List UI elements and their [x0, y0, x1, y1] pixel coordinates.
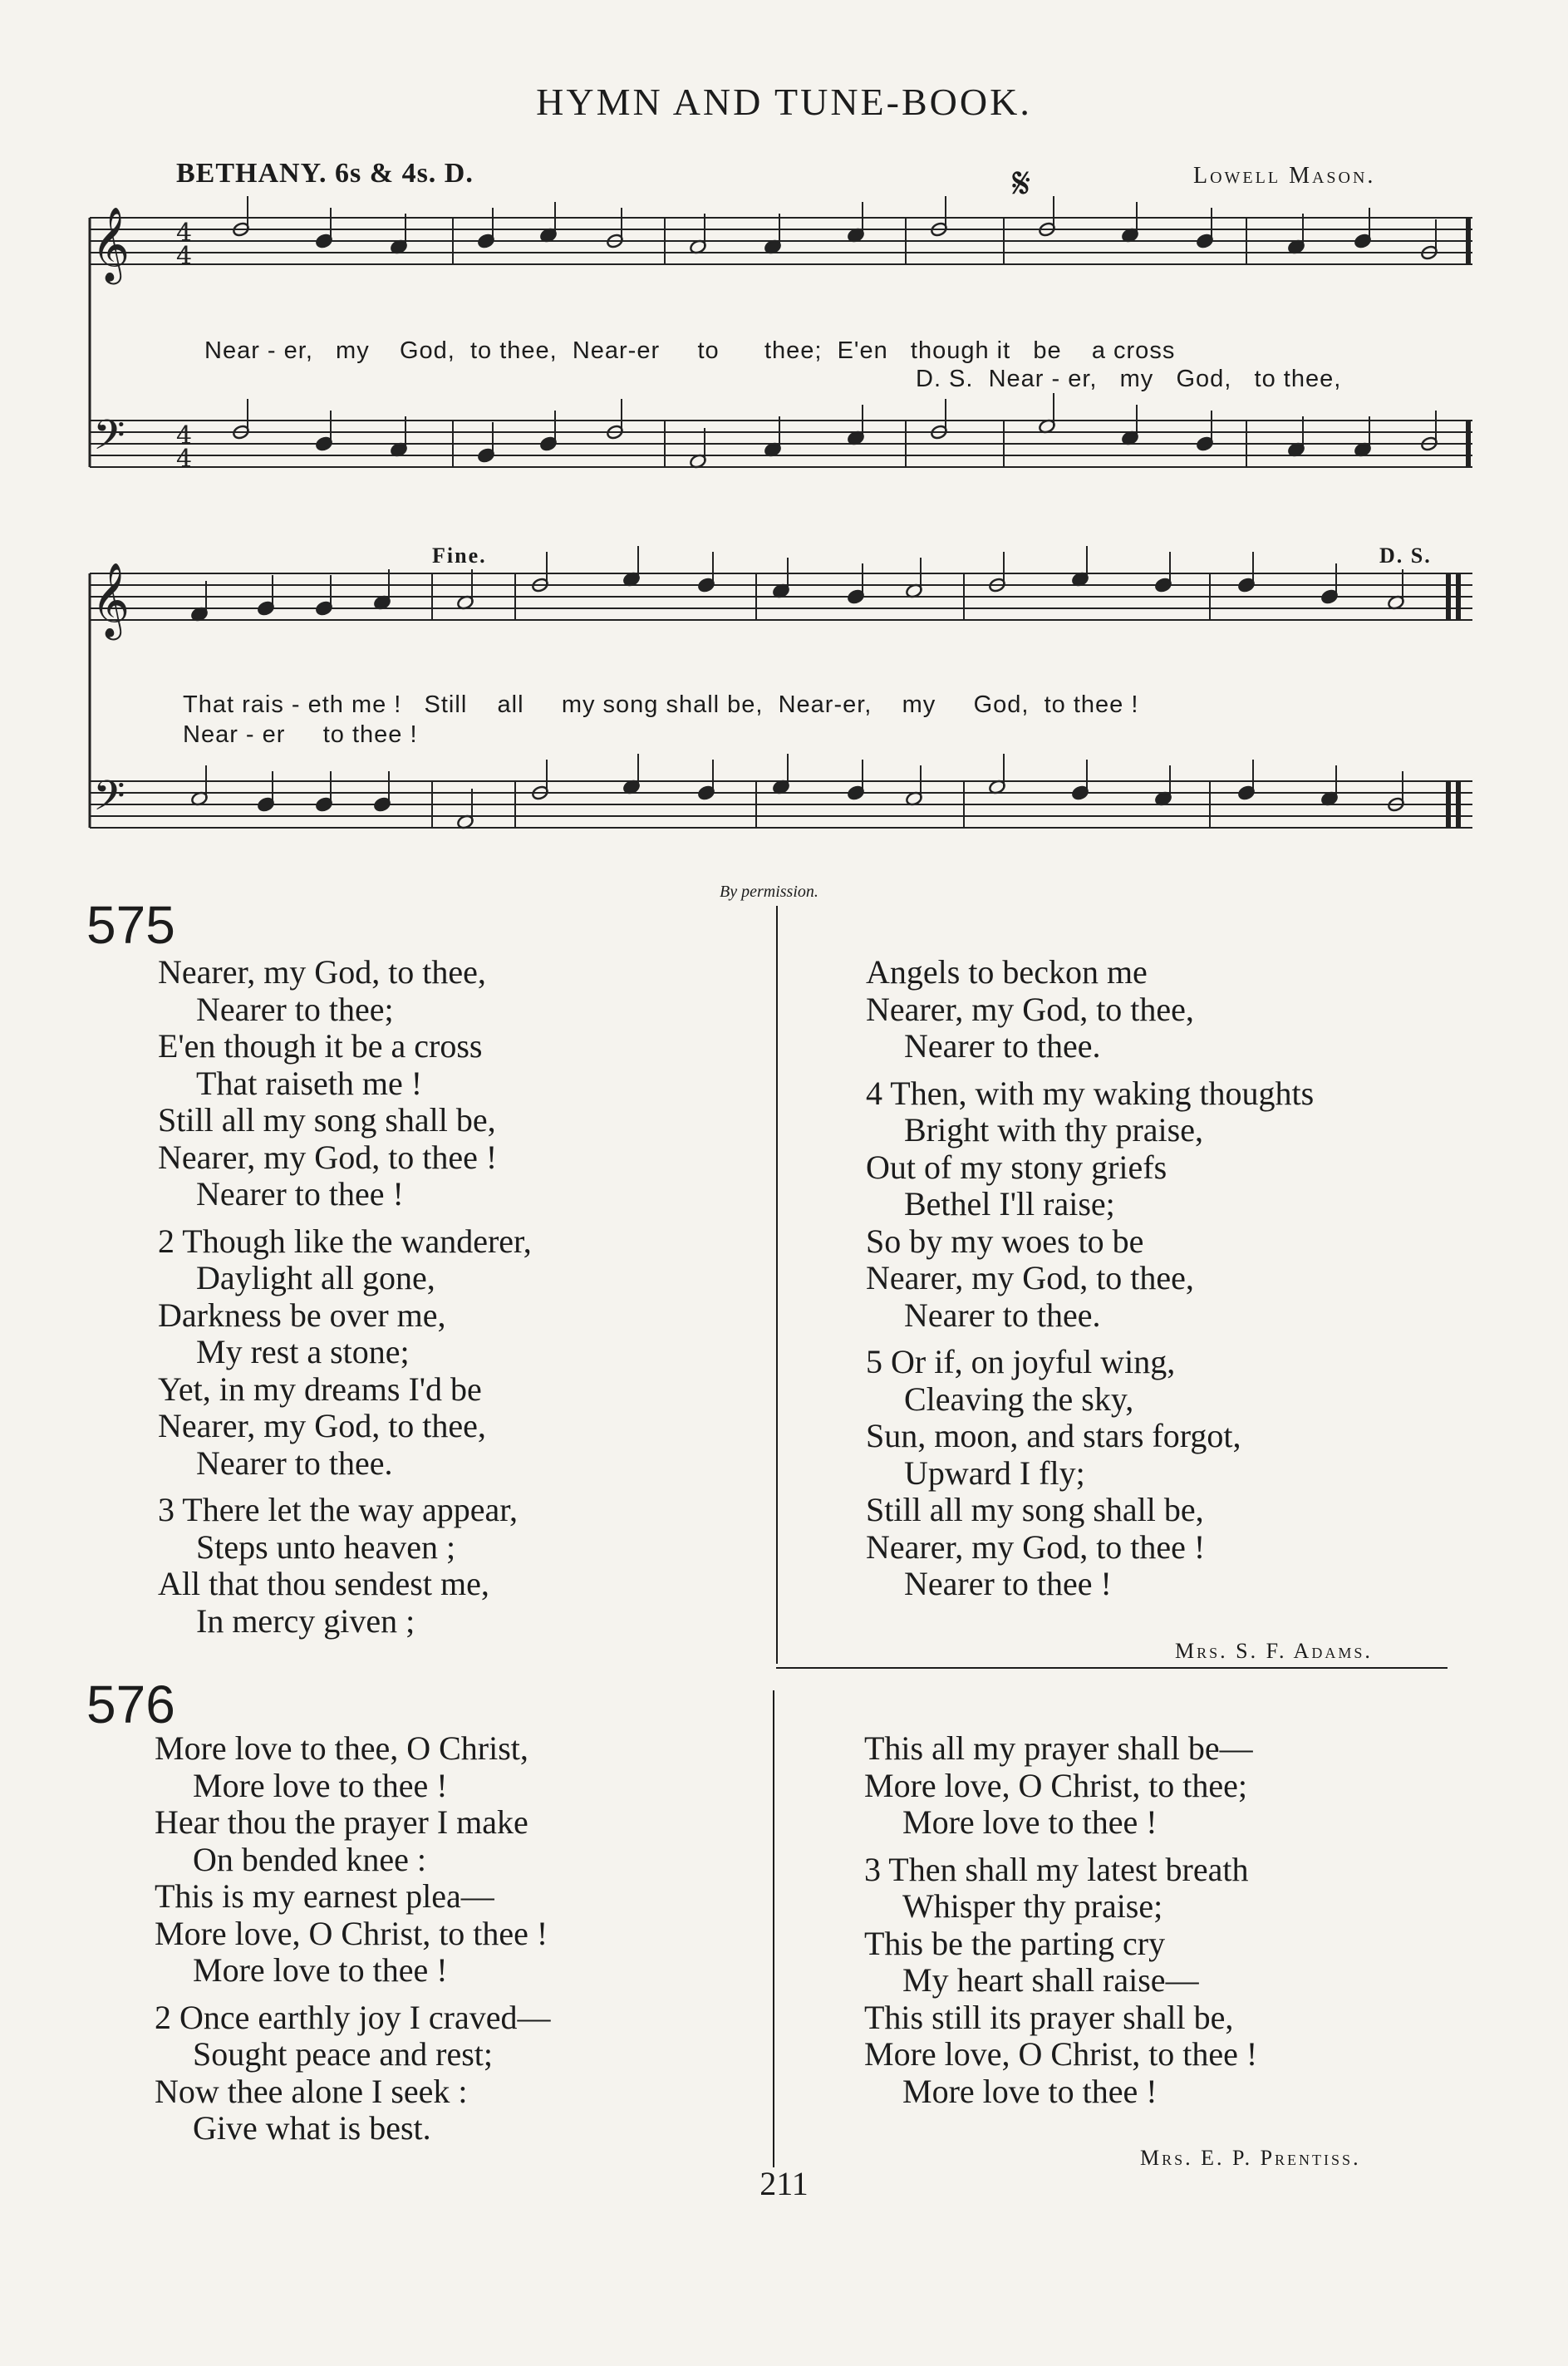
lyric-syllable: God, [973, 691, 1030, 718]
time-signature: 4 [176, 242, 193, 271]
column-divider [776, 906, 778, 1664]
verse-line: Darkness be over me, [158, 1296, 446, 1334]
verse-line: Still all my song shall be, [158, 1101, 496, 1139]
verse-line: More love, O Christ, to thee ! [155, 1914, 548, 1952]
verse-line: My heart shall raise— [902, 1961, 1199, 1999]
double-barline [1446, 573, 1451, 620]
double-barline [1466, 421, 1471, 467]
verse-line: Nearer, my God, to thee, [158, 953, 486, 991]
verse-line: 2 Once earthly joy I craved— [155, 1998, 551, 2036]
lyric-syllable: D. S. [916, 366, 974, 392]
time-signature: 4 [176, 219, 193, 248]
lyric-syllable: my [1119, 366, 1154, 392]
hymn-576-right-column [864, 1730, 1257, 2110]
hymn-576-number: 576 [86, 1675, 175, 1734]
verse-line: Bright with thy praise, [904, 1111, 1203, 1149]
verse-line: 4 Then, with my waking thoughts [866, 1074, 1315, 1112]
lyric-syllable: my [902, 691, 936, 718]
verse-line: Hear thou the prayer I make [155, 1803, 528, 1841]
lyrics-system1-ds [916, 366, 1341, 393]
lyric-syllable: to thee, [1254, 366, 1342, 392]
verse-line: Steps unto heaven ; [196, 1527, 456, 1566]
lyric-syllable: Near - er, [204, 337, 313, 364]
lyric-syllable: thee; [764, 337, 823, 364]
verse-line: Angels to beckon me [866, 953, 1148, 991]
verse-line: Nearer to thee ! [196, 1175, 404, 1213]
verse-line: More love, O Christ, to thee ! [864, 2035, 1258, 2073]
verse-line: This all my prayer shall be— [864, 1729, 1253, 1767]
stanza-gap [155, 1990, 550, 2000]
bass-clef: 𝄢 [93, 411, 125, 470]
verse-line: Nearer to thee. [196, 1444, 393, 1482]
stanza-gap [864, 1842, 1257, 1852]
verse-line: More love to thee, O Christ, [155, 1729, 528, 1767]
lyric-syllable: my [336, 337, 370, 364]
verse-line: In mercy given ; [196, 1601, 415, 1640]
verse-line: Still all my song shall be, [866, 1491, 1204, 1528]
verse-line: Sought peace and rest; [193, 2035, 493, 2073]
lyric-syllable: Still [424, 691, 468, 718]
running-head: HYMN AND TUNE-BOOK. [536, 81, 1032, 123]
double-barline [1466, 218, 1471, 264]
lyric-syllable: Near-er [572, 337, 661, 364]
lyric-syllable: Near - er [183, 721, 286, 748]
music-score [0, 0, 1568, 914]
verse-line: Nearer to thee. [904, 1027, 1101, 1065]
lyric-syllable: Near-er, [778, 691, 872, 718]
verse-line: More love to thee ! [193, 1766, 448, 1804]
treble-clef: 𝄞 [91, 563, 130, 637]
column-divider [773, 1690, 774, 2167]
hymn-575-number: 575 [86, 895, 175, 955]
fine-mark: Fine. [432, 544, 487, 568]
bass-clef: 𝄢 [93, 772, 125, 830]
lyric-syllable: to thee ! [1044, 691, 1139, 718]
verse-line: Yet, in my dreams I'd be [158, 1370, 482, 1408]
verse-line: Nearer, my God, to thee ! [158, 1138, 498, 1176]
verse-line: This be the parting cry [864, 1924, 1166, 1962]
verse-line: Give what is best. [193, 2109, 431, 2147]
verse-line: 2 Though like the wanderer, [158, 1222, 532, 1260]
lyric-syllable: God, [1176, 366, 1232, 392]
verse-line: Sun, moon, and stars forgot, [866, 1417, 1241, 1454]
tune-name: BETHANY. 6s & 4s. D. [176, 158, 474, 189]
verse-line: E'en though it be a cross [158, 1027, 483, 1065]
double-barline [1446, 781, 1451, 828]
permission-note: By permission. [720, 883, 818, 901]
verse-line: Out of my stony griefs [866, 1148, 1167, 1186]
lyrics-system2-verse [183, 691, 1138, 719]
treble-clef: 𝄞 [91, 207, 130, 282]
verse-line: More love to thee ! [902, 1803, 1158, 1841]
time-signature: 4 [176, 445, 193, 474]
hymn-575-right-column [866, 954, 1314, 1603]
lyric-syllable: to thee, [469, 337, 558, 364]
verse-line: Nearer, my God, to thee, [866, 990, 1194, 1028]
time-signature: 4 [176, 421, 193, 450]
verse-line: 5 Or if, on joyful wing, [866, 1343, 1176, 1380]
lyric-syllable: be [1033, 337, 1062, 364]
hymn-575-author: Mrs. S. F. Adams. [1175, 1639, 1373, 1663]
verse-line: Now thee alone I seek : [155, 2072, 468, 2110]
verse-line: So by my woes to be [866, 1222, 1144, 1260]
verse-line: Whisper thy praise; [902, 1887, 1163, 1925]
verse-line: This still its prayer shall be, [864, 1998, 1234, 2036]
lyrics-system2-refrain [183, 721, 418, 749]
verse-line: This is my earnest plea— [155, 1877, 494, 1915]
verse-line: On bended knee : [193, 1840, 427, 1878]
verse-line: 3 Then shall my latest breath [864, 1850, 1249, 1888]
lyric-syllable: Near - er, [988, 366, 1098, 392]
stanza-gap [158, 1213, 532, 1223]
lyric-syllable: E'en [837, 337, 888, 364]
double-barline [1456, 573, 1461, 620]
verse-line: 3 There let the way appear, [158, 1491, 519, 1528]
verse-line: Nearer, my God, to thee, [158, 1407, 486, 1444]
lyric-syllable: God, [399, 337, 455, 364]
verse-line: Bethel I'll raise; [904, 1185, 1115, 1222]
composer: Lowell Mason. [1193, 163, 1376, 189]
author-rule [776, 1667, 1448, 1669]
hymn-576-author: Mrs. E. P. Prentiss. [1140, 2146, 1361, 2170]
hymn-576-left-column [155, 1730, 550, 2147]
lyric-syllable: to [697, 337, 720, 364]
verse-line: More love to thee ! [193, 1951, 448, 1989]
verse-line: All that thou sendest me, [158, 1565, 489, 1602]
stanza-gap [866, 1065, 1314, 1075]
lyric-syllable: my song shall be, [561, 691, 764, 718]
hymn-575-left-column [158, 954, 532, 1640]
lyric-syllable: to thee ! [322, 721, 418, 748]
lyric-syllable: though it [910, 337, 1011, 364]
verse-line: More love, O Christ, to thee; [864, 1766, 1248, 1804]
verse-line: Nearer, my God, to thee, [866, 1259, 1194, 1296]
verse-line: Daylight all gone, [196, 1259, 435, 1296]
verse-line: Nearer, my God, to thee ! [866, 1527, 1206, 1566]
page-number: 211 [759, 2165, 809, 2202]
verse-line: More love to thee ! [902, 2072, 1158, 2110]
verse-line: Nearer to thee. [904, 1296, 1101, 1334]
verse-line: My rest a stone; [196, 1333, 410, 1370]
verse-line: Nearer to thee ! [904, 1565, 1112, 1602]
double-barline [1456, 781, 1461, 828]
segno-sign: 𝄋 [1012, 160, 1031, 208]
lyric-syllable: That rais - eth me ! [183, 691, 402, 718]
verse-line: Nearer to thee; [196, 990, 394, 1028]
verse-line: Cleaving the sky, [904, 1380, 1134, 1418]
lyrics-system1-verse [204, 337, 1467, 365]
lyric-syllable: a cross [1091, 337, 1176, 364]
verse-line: Upward I fly; [904, 1454, 1085, 1492]
lyric-syllable: all [497, 691, 524, 718]
ds-mark: D. S. [1379, 544, 1432, 568]
verse-line: That raiseth me ! [196, 1064, 423, 1102]
